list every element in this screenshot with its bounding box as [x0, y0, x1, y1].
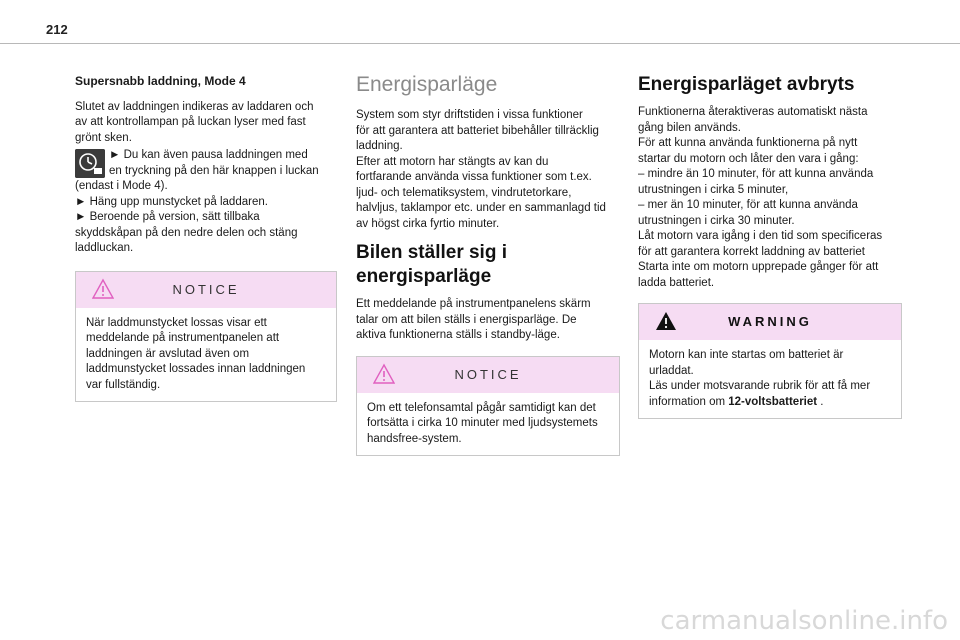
paragraph-energy-saving: System som styr driftstiden i vissa funktioner för att garantera att batteriet bibehåller tillräcklig laddning. Efter att motorn har stängts av kan du fortfarande använda vissa funktioner som t.ex. ljud- och telematiksystem, vindrutetorkare, halvljus, taklampor etc. under en sammanlagd tid av högst cirka fyrtio minuter.	[356, 109, 606, 230]
paragraph-end-of-charge: Slutet av laddningen indikeras av laddaren och av att kontrollampan på luckan lyser med fast grönt sken.	[75, 100, 314, 144]
notice-body: Om ett telefonsamtal pågår samtidigt kan det fortsätta i cirka 10 minuter med ljudsystemets handsfree-system.	[367, 401, 598, 445]
page-number: 212	[46, 22, 68, 37]
warning-triangle-icon	[92, 278, 114, 300]
paragraph-pause-charging: ► Du kan även pausa laddningen med en tryckning på den här knappen i luckan (endast i Mode 4). ► Häng upp munstycket på laddaren. ► Beroende på version, sätt tillbaka skyddskåpan på den nedre delen och stäng laddluckan.	[75, 148, 337, 257]
notice-body: När laddmunstycket lossas visar ett meddelande på instrumentpanelen att laddningen är avslutad även om laddmunstycket lossades innan laddningen var fullständig.	[86, 316, 306, 391]
pause-charging-icon	[75, 149, 105, 178]
warning-title: WARNING	[728, 314, 812, 330]
header-divider	[0, 43, 960, 44]
column-energy-saving	[356, 70, 620, 464]
section-heading-enters-mode: Bilen ställer sig i energisparläge	[356, 242, 507, 287]
section-title-mode-ends: Energisparläget avbryts	[638, 74, 855, 95]
section-heading-mode4: Supersnabb laddning, Mode 4	[75, 74, 246, 88]
notice-title: NOTICE	[454, 366, 522, 382]
bullet-hang-nozzle: ► Häng upp munstycket på laddaren.	[75, 195, 268, 208]
watermark: carmanualsonline.info	[660, 606, 948, 636]
paragraph-message: Ett meddelande på instrumentpanelens skärm talar om att bilen ställs i energisparläge. De aktiva funktionerna ställs i standby-läge.	[356, 298, 591, 341]
notice-box	[356, 356, 620, 457]
notice-box	[75, 271, 337, 403]
column-charging	[75, 70, 337, 410]
warning-box	[638, 303, 902, 419]
link-12v-battery: 12-voltsbatteriet	[728, 395, 818, 408]
bullet-cover: ► Beroende på version, sätt tillbaka	[75, 211, 260, 223]
column-energy-saving-ends	[638, 70, 902, 427]
warning-triangle-icon	[373, 363, 395, 385]
warning-triangle-icon	[655, 310, 677, 332]
notice-title: NOTICE	[172, 281, 240, 297]
paragraph-reactivation: Funktionerna återaktiveras automatiskt nästa gång bilen används. För att kunna använda funktionerna på nytt startar du motorn och låter den vara i gång: – mindre än 10 minuter, för att kunna använda utrustningen i cirka 5 minuter, – mer än 10 minuter, för att kunna använda utrustningen i cirka 30 minuter. Låt motorn vara igång i den tid som specificeras för att garantera korrekt laddning av batteriet Starta inte om motorn upprepade gånger för att ladda batteriet.	[638, 106, 883, 289]
section-title-energy-saving: Energisparläge	[356, 73, 498, 96]
warning-body: Motorn kan inte startas om batteriet är urladdat. Läs under motsvarande rubrik för att få mer information om 12-voltsbatteriet .	[649, 349, 871, 408]
